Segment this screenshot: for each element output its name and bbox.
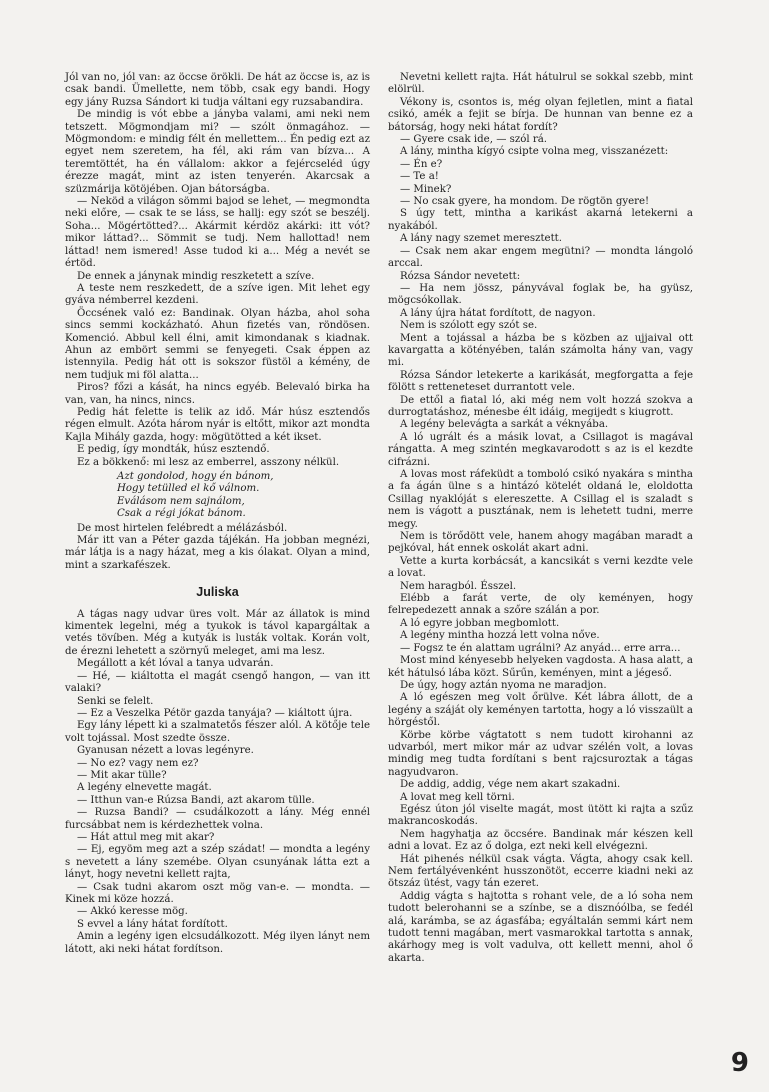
left-paragraphs-mid xyxy=(65,523,370,573)
paragraph: Ment a tojással a házba be s közben az ujjaival ott kavargatta a kötényében, talán számolta hány van, vagy mi. xyxy=(388,332,693,369)
paragraph: S úgy tett, mintha a karikást akarná letekerni a nyakából. xyxy=(388,208,693,232)
paragraph: — Gyere csak ide, — szól rá. xyxy=(400,134,548,146)
verse-line: Hogy tetülled el kő válnom. xyxy=(117,483,260,495)
paragraph: A legény belevágta a sarkát a véknyába. xyxy=(400,419,609,431)
paragraph: Vékony is, csontos is, még olyan fejletlen, mint a fiatal csikó, amék a fejit se bírja. De hunnan van benne ez a bátorság, hogy neki hátat fordít? xyxy=(388,96,693,133)
left-paragraphs-top xyxy=(65,72,370,469)
paragraph: De mindig is vót ebbe a jányba valami, ami neki nem tetszett. Mögmondjam mi? — szólt önmagához. — Mögmondom: e mindig félt én mellettem... Én pedig ezt az egyet nem szeretem, ha fél, aki rám van bízva... A teremtöttét, ha én vállalom: akkor a fejércseléd úgy érezze magát, mint az isten tenyerén. Akarcsak a szüzmárija kötöjében. Ojan bátorságba. xyxy=(65,109,370,195)
paragraph: De ennek a jánynak mindig reszketett a szíve. xyxy=(77,270,315,282)
paragraph: Öccsének való ez: Bandinak. Olyan házba, ahol soha sincs semmi kockázható. Ahun fizetés van, röndösen. Komenció. Abbul kell élni, amit kimondanak s kiadnak. Ahun az embört semmi se fenyegeti. Csak éppen az istennyila. Pedig hát ott is sokszor füstöl a kémény, de nem tudjuk mi föl alatta... xyxy=(65,307,370,381)
paragraph: Körbe körbe vágtatott s nem tudott kirohanni az udvarból, mert mikor már az udvar szélén volt, a lovas mindig meg tudta fordítani s bent rajcsuroztak a tágas nagyudvaron. xyxy=(388,729,693,778)
paragraph: Ez a bökkenő: mi lesz az emberrel, asszony nélkül. xyxy=(77,456,340,468)
paragraph: A lovas most ráfeküdt a tomboló csikó nyakára s mintha a fa ágán ülne s a hintázó kötelét oldaná le, eloldotta Csillag nyaklóját s elereszette. A Csillag el is szaladt s nem is vágott a pusztának, nem is lehetett tudni, merre megy. xyxy=(388,469,693,530)
paragraph: Hát pihenés nélkül csak vágta. Vágta, ahogy csak kell. Nem fertályévenként husszonötöt, eccerre kiadni neki az ötszáz ütést, vagy tán ezeret. xyxy=(388,853,693,890)
paragraph: A tágas nagy udvar üres volt. Már az állatok is mind kimentek legelni, még a tyukok is távol kapargáltak a vetés tövíben. Még a kutyák is lusták voltak. Korán volt, de érezni lehetett a szörnyű meleget, ami ma lesz. xyxy=(65,608,370,657)
paragraph: Nem hagyhatja az öccsére. Bandinak már készen kell adni a lovat. Ez az ő dolga, ezt neki kell elvégezni. xyxy=(388,828,693,853)
paragraph: A legény elnevette magát. xyxy=(77,782,212,794)
paragraph: — Akkó keresse mög. xyxy=(77,906,188,918)
paragraph: Gyanusan nézett a lovas legényre. xyxy=(77,745,254,757)
paragraph: A lovat meg kell törni. xyxy=(400,791,515,803)
paragraph: A lány nagy szemet meresztett. xyxy=(400,233,563,245)
paragraph: A ló ugrált és a másik lovat, a Csillagot is magával rángatta. A meg szintén megkavarodott s az is el kezdte cifrázni. xyxy=(388,431,693,468)
paragraph: A lány, mintha kígyó csipte volna meg, visszanézett: xyxy=(400,146,669,158)
paragraph: De ettől a fiatal ló, aki még nem volt hozzá szokva a durrogtatáshoz, ménesbe élt idáig, megijedt s kiugrott. xyxy=(388,394,693,418)
paragraph: — Fogsz te én alattam ugrálni? Az anyád... erre arra... xyxy=(400,642,681,654)
paragraph: A ló egészen meg volt őrülve. Két lábra állott, de a legény a száját oly keményen tartotta, hogy a ló visszaült a hörgéstől. xyxy=(388,692,693,729)
right-column xyxy=(388,72,693,965)
paragraph: — No csak gyere, ha mondom. De rögtön gyere! xyxy=(400,196,650,208)
verse-line: Azt gondolod, hogy én bánom, xyxy=(117,471,274,482)
left-column xyxy=(65,72,370,956)
paragraph: Egész úton jól viselte magát, most ütött ki rajta a szűz makrancoskodás. xyxy=(388,803,693,828)
paragraph: Senki se felelt. xyxy=(77,695,154,707)
paragraph: Megállott a két lóval a tanya udvarán. xyxy=(77,658,274,670)
paragraph: — Csak tudni akarom oszt mög van-e. — mondta. — Kinek mi köze hozzá. xyxy=(65,881,370,905)
paragraph: Egy lány lépett ki a szalmatetős fészer alól. A kötője tele volt tojással. Most szedte össze. xyxy=(65,720,370,744)
page-number: 9 xyxy=(730,1048,749,1078)
paragraph: — Hát attul meg mit akar? xyxy=(77,831,215,843)
paragraph: Amin a legény igen elcsudálkozott. Még ilyen lányt nem látott, aki neki hátat fordítson. xyxy=(65,931,370,955)
folk-song-verse xyxy=(117,471,370,521)
paragraph: — Hé, — kiáltotta el magát csengő hangon, — van itt valaki? xyxy=(65,670,370,695)
paragraph: — Minek? xyxy=(400,183,452,195)
right-paragraphs xyxy=(388,72,693,965)
verse-line: Eválásom nem sajnálom, xyxy=(117,495,245,507)
paragraph: S evvel a lány hátat fordított. xyxy=(77,918,228,930)
paragraph: A ló egyre jobban megbomlott. xyxy=(400,617,560,629)
left-paragraphs-bottom xyxy=(65,609,370,956)
paragraph: — Te a! xyxy=(400,171,439,183)
paragraph: — Ez a Veszelka Pétör gazda tanyája? — kiáltott újra. xyxy=(77,707,353,719)
paragraph: — Én e? xyxy=(400,158,443,170)
paragraph: Rózsa Sándor letekerte a karikását, megforgatta a feje fölött s retteneteset durrantott vele. xyxy=(388,369,693,394)
paragraph: — Csak nem akar engem megütni? — mondta lángoló arccal. xyxy=(388,245,693,270)
paragraph: Elébb a farát verte, de oly keményen, hogy felrepedezett annak a szőre szálán a por. xyxy=(388,593,693,617)
paragraph: Nem haragból. Ésszel. xyxy=(400,580,517,592)
paragraph: Jól van no, jól van: az öccse örökli. De hát az öccse is, az is csak bandi. Ümellette, nem több, csak egy bandi. Hogy egy jány Ruzsa Sándort ki tudja váltani egy ruzsabandira. xyxy=(65,72,370,108)
paragraph: Vette a kurta korbácsát, a kancsikát s verni kezdte vele a lovat. xyxy=(388,555,693,580)
paragraph: Nem is szólott egy szót se. xyxy=(400,320,538,332)
paragraph: Nem is törődött vele, hanem ahogy magában maradt a pejkóval, hát ennek oskolát akart adni. xyxy=(388,531,693,555)
paragraph: — Ruzsa Bandi? — csudálkozott a lány. Még ennél furcsábbat nem is kérdezhettek volna. xyxy=(65,807,370,831)
paragraph: Piros? főzi a kását, ha nincs egyéb. Belevaló birka ha van, van, ha nincs, nincs. xyxy=(65,382,370,406)
paragraph: Pedig hát felette is telik az idő. Már húsz esztendős régen elmult. Azóta három nyár is eltőtt, mikor azt mondta Kajla Mihály gazda, hogy: mögütötted a két ikset. xyxy=(65,406,370,443)
paragraph: — Ej, egyöm meg azt a szép szádat! — mondta a legény s nevetett a lány szemébe. Olyan csunyának látta ezt a lányt, hogy nevetni kellett rajta, xyxy=(65,844,370,881)
paragraph: Addig vágta s hajtotta s rohant vele, de a ló soha nem tudott belerohanni se a színbe, se a disznóólba, se fedél alá, karámba, se az ágasfába; egyáltalán semmi kárt nem tudott tenni magában, mert vasmarokkal tartotta s annak, akárhogy meg is volt vadulva, ott kellett menni, ahol ő akarta. xyxy=(388,890,693,964)
paragraph: — Ha nem jössz, pányvával foglak be, ha gyüsz, mögcsókollak. xyxy=(388,282,693,307)
section-title: Juliska xyxy=(196,585,239,600)
verse-line: Csak a régi jókat bánom. xyxy=(117,508,246,520)
paragraph: — No ez? vagy nem ez? xyxy=(77,757,199,769)
paragraph: De most hirtelen felébredt a mélázásból. xyxy=(77,522,288,534)
paragraph: A lány újra hátat fordított, de nagyon. xyxy=(400,307,596,319)
paragraph: De úgy, hogy aztán nyoma ne maradjon. xyxy=(400,679,607,691)
paragraph: — Mit akar tülle? xyxy=(77,769,167,781)
paragraph: — Itthun van-e Rúzsa Bandi, azt akarom tülle. xyxy=(77,794,315,806)
paragraph: Nevetni kellett rajta. Hát hátulrul se sokkal szebb, mint elölrül. xyxy=(388,72,693,96)
paragraph: A legény mintha hozzá lett volna nőve. xyxy=(400,630,600,642)
paragraph: Már itt van a Péter gazda tájékán. Ha jobban megnézi, már látja is a nagy házat, meg a kis ólakat. Olyan a mind, mint a szarkafészek. xyxy=(65,535,370,571)
paragraph: De addig, addig, vége nem akart szakadni. xyxy=(400,779,621,791)
paragraph: E pedig, így mondták, húsz esztendő. xyxy=(77,444,270,456)
paragraph: A teste nem reszkedett, de a szíve igen. Mit lehet egy gyáva némberrel kezdeni. xyxy=(65,282,370,307)
paragraph: Rózsa Sándor nevetett: xyxy=(400,270,521,282)
paragraph: — Neköd a világon sömmi bajod se lehet, — megmondta neki előre, — csak te se láss, se hallj: egy szót se beszélj. Soha... Mögértötted?... Akármit kérdöz akárki: itt vót? mikor láttad?... Sömmit se tudj. Nem hallottad! nem láttad! nem ismered! Asse tudod ki a... Még a nevét se értöd. xyxy=(65,196,370,270)
paragraph: Most mind kényesebb helyeken vagdosta. A hasa alatt, a két hátulsó lába közt. Sűrűn, keményen, mint a jégeső. xyxy=(388,655,693,679)
